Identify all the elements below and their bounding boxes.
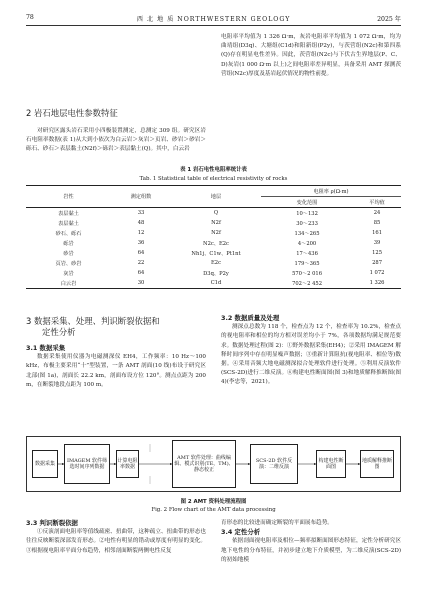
cell: N2f [211,230,221,236]
table-header-lithology: 岩性 [26,186,111,208]
cell: 48 [137,220,145,226]
section-3-4-paragraph: 依据剖面视电阻率及相位—频率拟断面图形态特征，定性分析研究区地下电性的分布特征，并初步建立地下介质模型，为二维反演(SCS-2D)的初始地模 [221,538,401,563]
cell: 砂石、砾石 [55,230,82,237]
cell: D3q、P2y [203,270,229,277]
section-3-2-paragraph: 测深点总数为 118 个，检查点为 12 个，检查率为 10.2%，检查点的视电阻率和相位的均方相对误差均小于 7%，各项数据均满足规范要求。数据处理过程(图 2)：①野外数据采集(EH4)；②采用 IMAGEM 解释时间序列中存在明显噪声数据；③重新计算阻抗(视电阻率、相位等)数据。④采用音频大地电磁测深拟合处理软件进行处理。⑤利用反演软件(SCS-2D)进行二维反演。⑥构建电性断面图(图 3)和地质解释推断图(图 4)(李忠等，2021)。 [221,324,401,386]
figure2-caption-en: Fig. 2 Flow chart of the AMT data processing [151,507,276,513]
page-number: 78 [26,14,34,21]
section-3-heading-line1: 3 数据采集、处理、判识断裂依据和 [26,316,160,326]
journal-title: 西 北 地 质 NORTHWESTERN GEOLOGY [136,16,291,23]
cell: 39 [373,240,381,246]
cell: 12 [137,230,145,236]
cell: 64 [137,250,145,256]
cell: N2f [211,220,221,226]
cell: 表层黏土 [58,210,79,217]
cell: 24 [373,210,381,216]
cell: 17～436 [296,250,318,257]
cell: 570～2 016 [292,270,323,277]
section-3-3 [26,519,206,556]
cell: 4～200 [297,240,317,247]
section-3-4 [221,519,401,565]
cell: 36 [137,240,145,246]
section-3-2-heading: 3.2 数据质量及处理 [221,314,280,322]
cell: 30 [111,278,171,289]
section-2-paragraph: 对研究区露头岩石采用小四极装置测定，总测定 309 组。研究区岩石电阻率数据(表 1)从大到小依次为白云岩＞灰岩＞页岩、砂岩＞砂岩＞砾石、砂石＞表层黏土(N2f)＞砾岩＞表层黏土(Q)。其中，白云岩 [26,128,206,153]
cell: 134～265 [294,230,320,237]
cell: 10～132 [296,210,318,217]
cell: 161 [372,230,382,236]
flow-box-amt-processing: AMT 软件处理：曲线编辑、模式识别(TE、TM)、静态校正 [172,440,236,488]
table1-title-en: Tab. 1 Statistical table of electrical resistivity of rocks [139,176,288,182]
cell: 85 [373,220,381,226]
section-3-4-heading: 3.4 定性分析 [221,528,261,537]
cell: 白云岩 [26,278,111,289]
cell: 表层黏土 [58,220,79,227]
cell: C1d [171,278,261,289]
flow-box-imagem: IMAGEM 软件筛选时间序列数据 [64,444,110,484]
table-header-strata: 地层 [171,186,261,208]
flow-box-interpretation: 地质解释推断图 [360,450,394,478]
cell: 1 072 [369,270,385,276]
section-2-heading: 2 岩石地层电性参数特征 [26,108,118,118]
right-top-paragraph: 电阻率平均值为 1 326 Ω·m，灰岩电阻率平均值为 1 072 Ω·m，均为曲靖组(D3q)、大塘组(C1d)和阳新组(P2y)，与茨营组(N2c)和第四系(Q)存在明显电性差异。因此，茨营组(N2c)与下伏古生界地层(P、C、D)灰岩(1 000 Ω·m 以上)之间电阻率差异明显，具备采用 AMT 探测茨营组(N2c)厚度及基岩起伏情况的物性前提。 [221,34,401,77]
cell: 1 326 [353,278,401,289]
cell: 64 [137,270,145,276]
cell: 287 [372,260,382,266]
table-header-range: 变化范围 [261,197,353,208]
cell: Nh1j、C1w、Pt1nt [191,250,241,257]
header-year: 2025 年 [377,16,401,23]
table-header-mean: 平均值 [353,197,401,208]
cell: 30～233 [296,220,318,227]
section-3-3-heading: 3.3 判识断裂依据 [26,519,78,527]
cell: 砾岩 [63,240,74,247]
cell: 179～365 [294,260,320,267]
table-header-count: 测定组数 [111,186,171,208]
cell: 125 [372,250,382,256]
cell: 702～2 452 [261,278,353,289]
figure2-caption-cn: 图 2 AMT 资料处理流程图 [180,499,247,505]
cell: 灰岩 [63,270,74,277]
section-3-heading-line2: 定性分析 [42,327,76,337]
cell: 33 [137,210,145,216]
cell: N2c、E2c [203,240,229,247]
section-3-1-paragraph: 数据采集使用仪器为电磁测深仪 EH4，工作频率：10 Hz～100 kHz，布极主要采用“十”型装置，一条 AMT 剖面(10 线)布设于研究区北部(图 1a)，剖面长 22.2 km，剖面布设方位 120°。测点点距为 200 m，在断裂地段点距为 100 m。 [26,354,206,388]
table-header-resistivity: 电阻率 ρ(Ω·m) [261,186,401,197]
flow-box-data-acquisition: 数据采集 [32,450,58,478]
cell: Q [213,210,219,216]
cell: 页岩、砂岩 [55,260,82,267]
section-3-3-continued: 育形态的比较进而确定断裂的平面展布趋势。 [221,520,333,526]
flow-box-scs2d: SCS-2D 软件反演：二维反演 [250,444,298,484]
cell: 22 [137,260,145,266]
cell: E2c [211,260,221,266]
section-3-3-paragraph: ①反演剖面电阻率等值线疏密、扭曲带，这种疏立、扭曲带的形态也往往反映断裂深部发育形态。②电性有明显的错动或厚度有明显的变化。③根据视电阻率平面分布趋势，相邻剖面断裂两侧电性反复 [26,529,206,554]
flow-box-compute: 计算电阻率数据 [116,450,139,478]
table1-title-cn: 表 1 岩石电性电阻率统计表 [180,167,247,173]
flow-box-section: 构建电性断面图 [316,450,346,478]
section-3-1-heading: 3.1 数据采集 [26,344,66,352]
cell: 砂岩 [63,250,74,257]
